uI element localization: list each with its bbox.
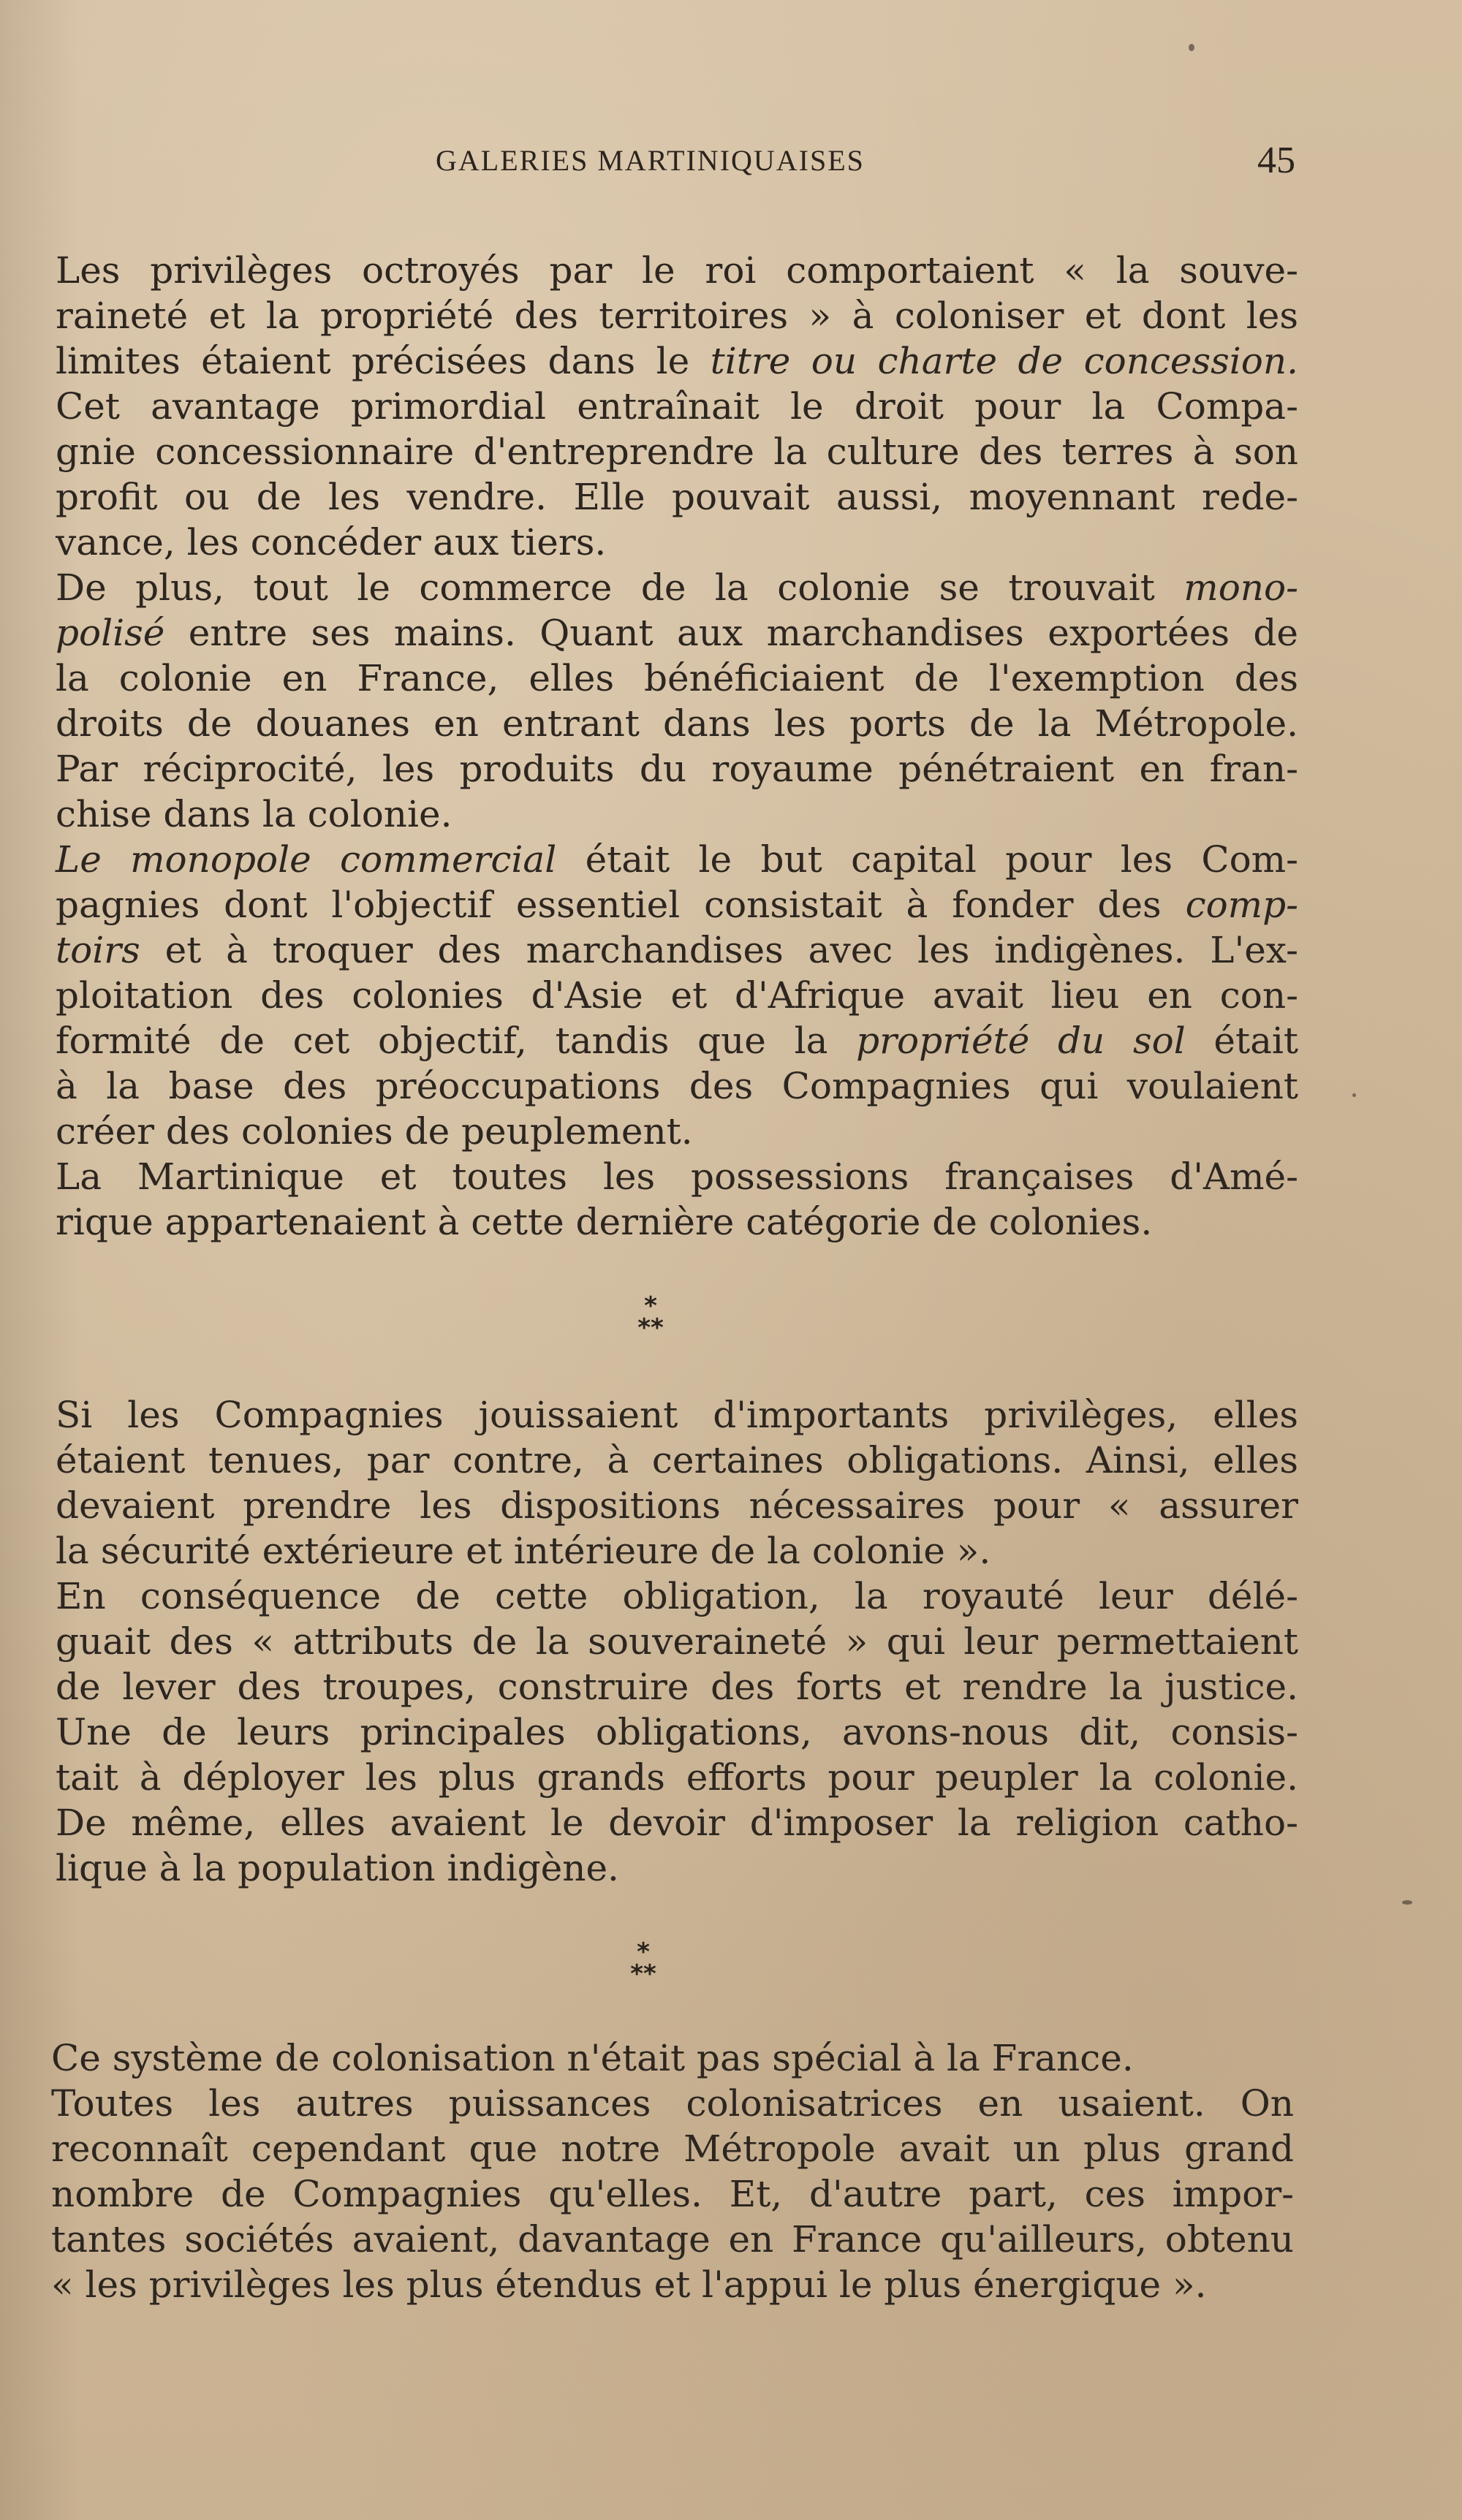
text-run: tantes sociétés avaient, davantage en France qu'ailleurs, obtenu: [51, 2218, 1294, 2261]
italic-run: toirs: [56, 929, 140, 971]
text-run: et à troquer des marchandises avec les indigènes. L'ex-: [140, 929, 1298, 971]
text-line: [56, 1799, 1298, 1846]
text-line: [56, 1754, 1298, 1801]
text-line: [56, 791, 1298, 838]
ornament-star-top: *: [637, 1938, 650, 1967]
ornament-star-top: *: [644, 1291, 657, 1321]
text-run: raineté et la propriété des territoires » à coloniser et dont les: [56, 295, 1298, 337]
text-line: [51, 2080, 1294, 2127]
text-line: [56, 1153, 1298, 1200]
text-line: [56, 1573, 1298, 1620]
ornament-stars-bottom: **: [637, 1313, 664, 1343]
text-run: Une de leurs principales obligations, avons-nous dit, consis-: [56, 1711, 1298, 1753]
text-line: [56, 972, 1298, 1019]
text-line: [56, 1392, 1298, 1438]
text-run: était le but capital pour les Com-: [556, 838, 1298, 881]
text-line: [56, 428, 1298, 475]
text-run: formité de cet objectif, tandis que la: [56, 1020, 857, 1062]
text-line: [56, 1063, 1298, 1109]
text-run: lique à la population indigène.: [56, 1847, 619, 1889]
text-run: créer des colonies de peuplement.: [56, 1110, 693, 1153]
text-run: Ce système de colonisation n'était pas spécial à la France.: [51, 2037, 1134, 2079]
text-line: [56, 247, 1298, 294]
text-run: guait des « attributs de la souveraineté » qui leur permettaient: [56, 1620, 1298, 1663]
italic-run: propriété du sol: [856, 1020, 1186, 1062]
text-run: Cet avantage primordial entraînait le droit pour la Compa-: [56, 385, 1298, 428]
text-run: à la base des préoccupations des Compagnies qui voulaient: [56, 1065, 1298, 1107]
text-line: [56, 700, 1298, 747]
text-run: De même, elles avaient le devoir d'imposer la religion catho-: [56, 1802, 1298, 1844]
text-run: Par réciprocité, les produits du royaume pénétraient en fran-: [56, 748, 1298, 790]
text-run: De plus, tout le commerce de la colonie se trouvait: [56, 566, 1184, 609]
text-run: était: [1185, 1020, 1298, 1062]
text-run: droits de douanes en entrant dans les ports de la Métropole.: [56, 702, 1298, 745]
text-run: limites étaient précisées dans le: [56, 340, 711, 382]
text-line: [51, 2171, 1294, 2217]
italic-run: mono-: [1183, 566, 1298, 609]
text-line: [56, 474, 1298, 520]
italic-run: comp-: [1185, 884, 1298, 926]
section-ornament: [577, 1291, 724, 1343]
text-run: de lever des troupes, construire des forts et rendre la justice.: [56, 1666, 1298, 1708]
text-run: tait à déployer les plus grands efforts pour peupler la colonie.: [56, 1756, 1298, 1799]
text-run: Les privilèges octroyés par le roi comportaient « la souve-: [56, 249, 1298, 292]
italic-run: Le monopole commercial: [56, 838, 557, 881]
text-line: [56, 1437, 1298, 1484]
text-line: [56, 1527, 1298, 1574]
text-run: devaient prendre les dispositions nécessaires pour « assurer: [56, 1484, 1298, 1527]
section-ornament: [570, 1938, 716, 1989]
text-line: [56, 881, 1298, 928]
text-run: rique appartenaient à cette dernière catégorie de colonies.: [56, 1201, 1153, 1243]
text-run: La Martinique et toutes les possessions françaises d'Amé-: [56, 1155, 1298, 1198]
text-run: vance, les concéder aux tiers.: [56, 521, 607, 563]
text-line: [56, 1709, 1298, 1756]
text-run: Toutes les autres puissances colonisatrices en usaient. On: [51, 2082, 1294, 2125]
italic-run: polisé: [56, 612, 165, 654]
text-line: [56, 836, 1298, 883]
text-run: En conséquence de cette obligation, la royauté leur délé-: [56, 1575, 1298, 1617]
text-run: profit ou de les vendre. Elle pouvait aussi, moyennant rede-: [56, 476, 1298, 518]
text-line: [56, 1663, 1298, 1710]
text-line: [56, 292, 1298, 339]
paper-speck: [1352, 1093, 1356, 1097]
text-run: Si les Compagnies jouissaient d'importants privilèges, elles: [56, 1394, 1298, 1436]
text-run: ploitation des colonies d'Asie et d'Afrique avait lieu en con-: [56, 974, 1298, 1017]
text-line: [56, 1017, 1298, 1064]
text-line: [56, 1482, 1298, 1529]
text-line: [56, 927, 1298, 974]
text-line: [56, 655, 1298, 702]
text-line: [56, 1845, 1298, 1891]
text-line: [56, 1108, 1298, 1155]
text-line: [56, 564, 1298, 611]
text-run: pagnies dont l'objectif essentiel consistait à fonder des: [56, 884, 1186, 926]
text-run: reconnaît cependant que notre Métropole avait un plus grand: [51, 2128, 1294, 2170]
text-line: [56, 745, 1298, 792]
italic-run: titre ou charte de concession.: [710, 340, 1298, 382]
text-line: [51, 2261, 1294, 2308]
text-line: [56, 338, 1298, 384]
text-line: [56, 383, 1298, 430]
text-run: étaient tenues, par contre, à certaines obligations. Ainsi, elles: [56, 1439, 1298, 1481]
text-run: la colonie en France, elles bénéficiaient de l'exemption des: [56, 657, 1298, 699]
text-line: [56, 610, 1298, 656]
text-run: chise dans la colonie.: [56, 793, 452, 835]
text-line: [51, 2125, 1294, 2172]
running-head: [0, 140, 1462, 187]
text-run: entre ses mains. Quant aux marchandises exportées de: [164, 612, 1298, 654]
text-line: [56, 1199, 1298, 1245]
page-number: 45: [1257, 140, 1295, 181]
text-run: la sécurité extérieure et intérieure de la colonie ».: [56, 1530, 991, 1572]
running-title: GALERIES MARTINIQUAISES: [436, 144, 865, 177]
text-line: [51, 2035, 1294, 2081]
text-run: nombre de Compagnies qu'elles. Et, d'autre part, ces impor-: [51, 2173, 1294, 2215]
paper-speck: [1402, 1900, 1412, 1905]
text-line: [56, 1618, 1298, 1665]
text-line: [51, 2216, 1294, 2263]
text-run: « les privilèges les plus étendus et l'appui le plus énergique ».: [51, 2263, 1207, 2306]
ornament-stars-bottom: **: [630, 1959, 656, 1989]
text-line: [56, 519, 1298, 566]
paper-speck: [1189, 44, 1194, 51]
text-run: gnie concessionnaire d'entreprendre la culture des terres à son: [56, 430, 1298, 473]
